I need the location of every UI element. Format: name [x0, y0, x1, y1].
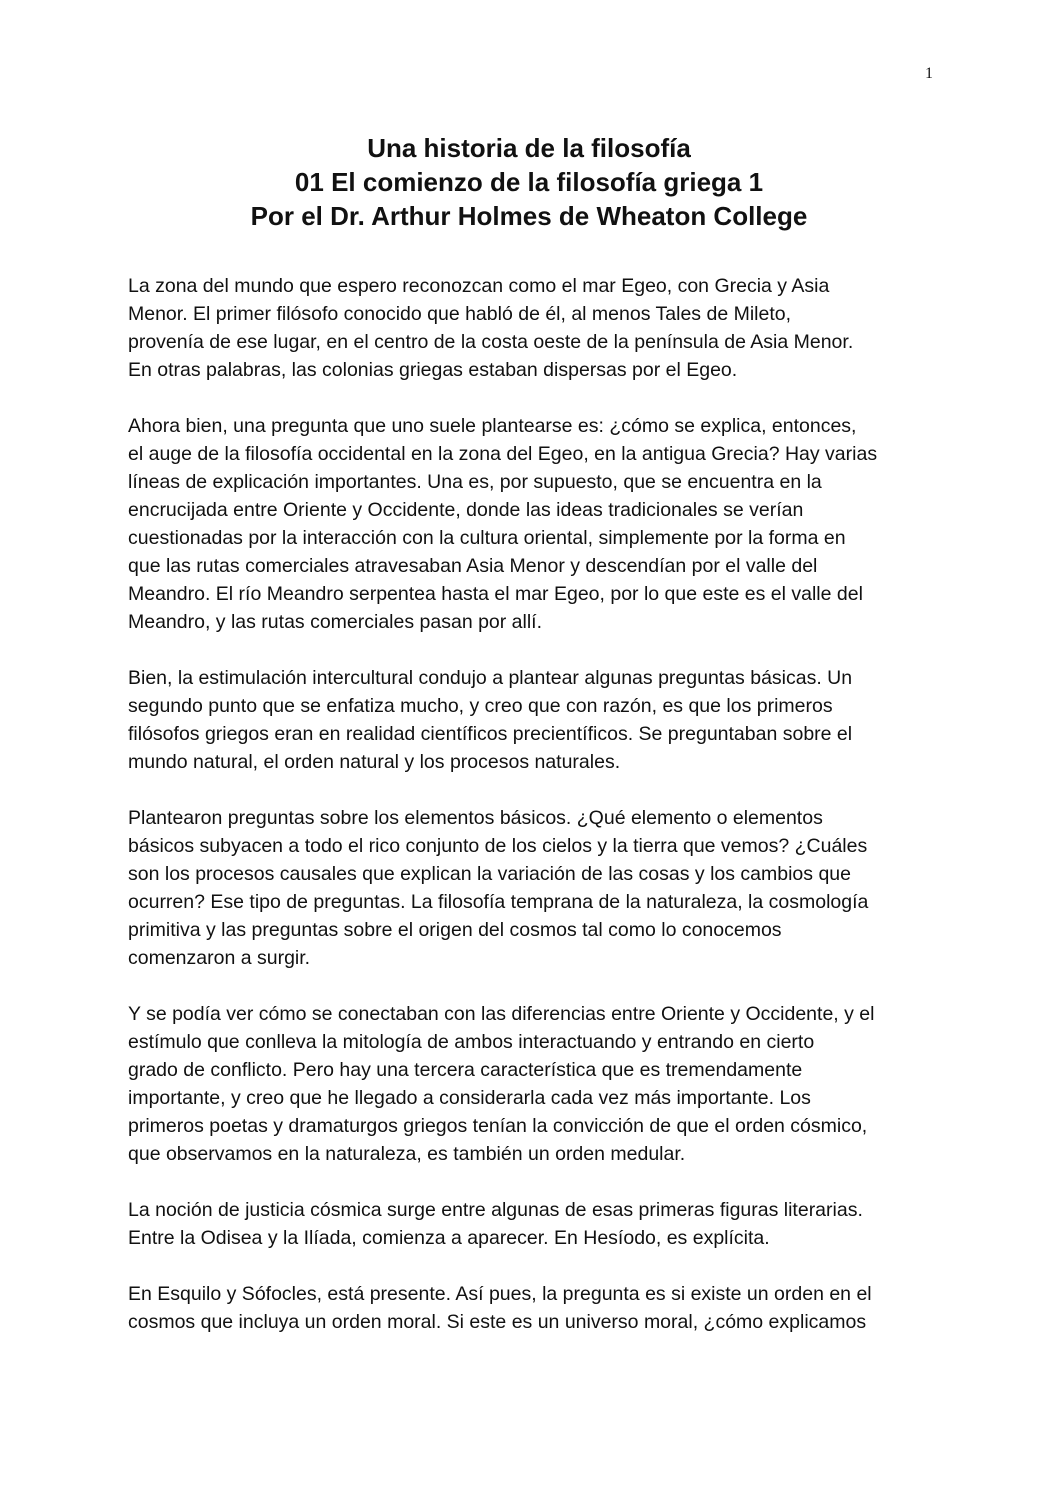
paragraph-5 [128, 1000, 930, 1168]
text-line: líneas de explicación importantes. Una es, por supuesto, que se encuentra en la [128, 471, 822, 493]
text-line: Y se podía ver cómo se conectaban con las diferencias entre Oriente y Occidente, y el [128, 1003, 875, 1025]
title-line-lecture: 01 El comienzo de la filosofía griega 1 [294, 167, 764, 197]
text-line: Plantearon preguntas sobre los elementos básicos. ¿Qué elemento o elementos [128, 807, 823, 829]
text-line: filósofos griegos eran en realidad científicos precientíficos. Se preguntaban sobre el [128, 723, 853, 745]
text-line: estímulo que conlleva la mitología de ambos interactuando y entrando en cierto [128, 1031, 815, 1053]
text-line: que observamos en la naturaleza, es también un orden medular. [128, 1143, 686, 1165]
title-line-author: Por el Dr. Arthur Holmes de Wheaton College [250, 201, 808, 231]
text-line: La zona del mundo que espero reconozcan como el mar Egeo, con Grecia y Asia [128, 275, 830, 297]
text-line: Meandro, y las rutas comerciales pasan por allí. [128, 611, 543, 633]
text-line: Meandro. El río Meandro serpentea hasta el mar Egeo, por lo que este es el valle del [128, 583, 863, 605]
paragraph-3 [128, 664, 930, 776]
text-line: cosmos que incluya un orden moral. Si este es un universo moral, ¿cómo explicamos [128, 1311, 867, 1333]
title-line-series: Una historia de la filosofía [367, 133, 691, 163]
text-line: cuestionadas por la interacción con la cultura oriental, simplemente por la forma en [128, 527, 846, 549]
text-line: Menor. El primer filósofo conocido que habló de él, al menos Tales de Mileto, [128, 303, 792, 325]
text-line: grado de conflicto. Pero hay una tercera característica que es tremendamente [128, 1059, 803, 1081]
text-line: En otras palabras, las colonias griegas estaban dispersas por el Egeo. [128, 359, 738, 381]
text-line: Entre la Odisea y la Ilíada, comienza a aparecer. En Hesíodo, es explícita. [128, 1227, 770, 1249]
text-line: son los procesos causales que explican la variación de las cosas y los cambios que [128, 863, 851, 885]
paragraph-7 [128, 1280, 930, 1336]
text-line: importante, y creo que he llegado a considerarla cada vez más importante. Los [128, 1087, 811, 1109]
text-line: básicos subyacen a todo el rico conjunto de los cielos y la tierra que vemos? ¿Cuáles [128, 835, 868, 857]
paragraph-2 [128, 412, 930, 636]
text-line: primitiva y las preguntas sobre el origen del cosmos tal como lo conocemos [128, 919, 782, 941]
text-line: encrucijada entre Oriente y Occidente, donde las ideas tradicionales se verían [128, 499, 804, 521]
text-line: comenzaron a surgir. [128, 947, 311, 969]
text-line: Bien, la estimulación intercultural condujo a plantear algunas preguntas básicas. Un [128, 667, 853, 689]
text-line: que las rutas comerciales atravesaban Asia Menor y descendían por el valle del [128, 555, 818, 577]
text-line: mundo natural, el orden natural y los procesos naturales. [128, 751, 621, 773]
text-line: segundo punto que se enfatiza mucho, y creo que con razón, es que los primeros [128, 695, 833, 717]
text-line: el auge de la filosofía occidental en la zona del Egeo, en la antigua Grecia? Hay varias [128, 443, 878, 465]
body-text [128, 272, 930, 1364]
text-line: primeros poetas y dramaturgos griegos tenían la convicción de que el orden cósmico, [128, 1115, 868, 1137]
document-title [128, 131, 930, 233]
text-line: En Esquilo y Sófocles, está presente. Así pues, la pregunta es si existe un orden en el [128, 1283, 872, 1305]
text-line: La noción de justicia cósmica surge entre algunas de esas primeras figuras literarias. [128, 1199, 863, 1221]
paragraph-6 [128, 1196, 930, 1252]
page-number: 1 [925, 65, 933, 82]
text-line: Ahora bien, una pregunta que uno suele plantearse es: ¿cómo se explica, entonces, [128, 415, 857, 437]
text-line: provenía de ese lugar, en el centro de la costa oeste de la península de Asia Menor. [128, 331, 854, 353]
paragraph-1 [128, 272, 930, 384]
paragraph-4 [128, 804, 930, 972]
text-line: ocurren? Ese tipo de preguntas. La filosofía temprana de la naturaleza, la cosmología [128, 891, 869, 913]
